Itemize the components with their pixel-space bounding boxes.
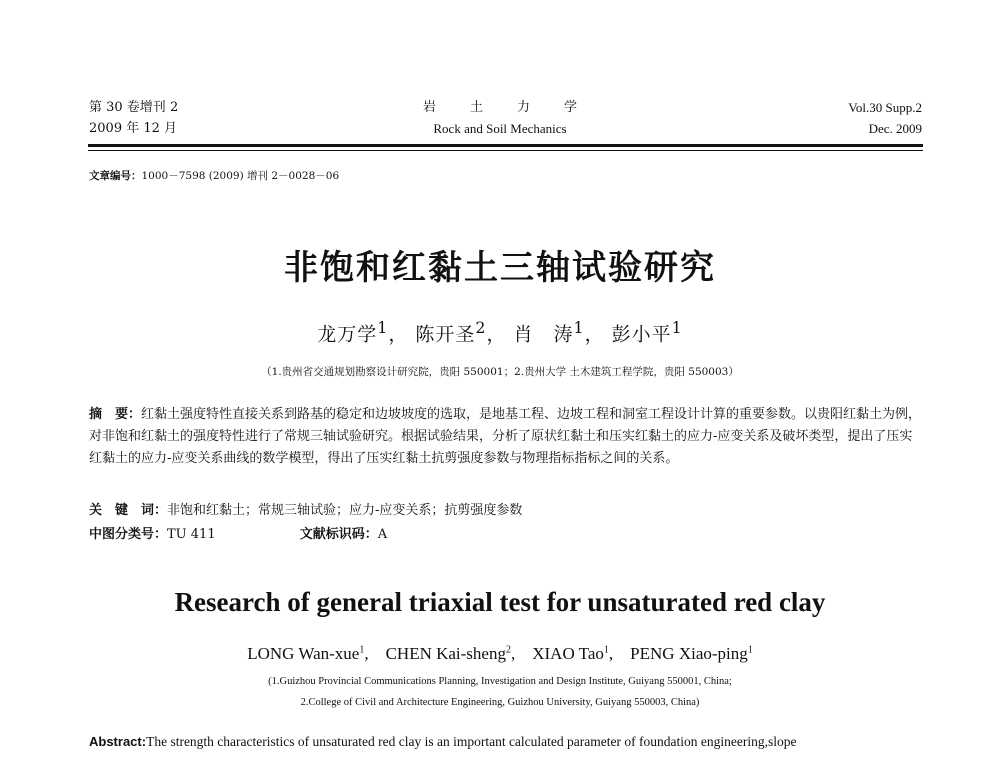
- doc-code-value: A: [377, 527, 388, 542]
- author-cn: 龙万学: [317, 323, 378, 346]
- author-cn: 陈开圣: [415, 323, 476, 346]
- authors-en: LONG Wan-xue$^1$, CHEN Kai-sheng$^2$, XIAO Tao$^1$, PENG Xiao-ping$^1$: [247, 644, 753, 663]
- author-affil-mark: 1: [603, 644, 609, 656]
- author-cn: 肖 涛: [513, 323, 574, 346]
- classification-line: [89, 524, 387, 546]
- author-en: LONG Wan-xue: [247, 644, 360, 663]
- doc-code-label: 文献标识码：: [299, 527, 378, 542]
- keywords-cn-label: 关 键 词：: [89, 503, 168, 518]
- author-affil-mark: 1: [377, 318, 389, 337]
- author-affil-mark: 1: [671, 318, 683, 337]
- journal-name: [380, 97, 620, 139]
- affiliation-cn: （1.贵州省交通规划勘察设计研究院，贵阳 550001；2.贵州大学 土木建筑工程学院，贵阳 550003）: [261, 366, 739, 378]
- article-number-label: 文章编号：: [89, 170, 142, 182]
- author-en: XIAO Tao: [532, 644, 604, 663]
- abstract-cn: [89, 404, 925, 470]
- authors-cn: 龙万学$^1$， 陈开圣$^2$， 肖 涛$^1$， 彭小平$^1$: [317, 318, 683, 346]
- author-affil-mark: 1: [359, 644, 365, 656]
- author-en: CHEN Kai-sheng: [385, 644, 506, 663]
- abstract-en-label: Abstract:: [89, 734, 147, 749]
- publication-date: 2009 年 12 月: [89, 121, 178, 136]
- author-en: PENG Xiao-ping: [630, 644, 748, 663]
- publication-date-en: Dec. 2009: [868, 121, 922, 136]
- author-cn: 彭小平: [611, 323, 672, 346]
- page-title-en: Research of general triaxial test for unsaturated red clay: [174, 587, 826, 617]
- author-affil-mark: 1: [573, 318, 585, 337]
- journal-issue-info: [89, 97, 178, 139]
- clc-label: 中图分类号：: [89, 527, 168, 542]
- affiliation-en-line1: (1.Guizhou Provincial Communications Planning, Investigation and Design Institute, Guiyang 550001, China;: [268, 676, 732, 687]
- article-number-value: 1000－7598 (2009) 增刊 2－0028－06: [141, 170, 340, 182]
- abstract-en: [89, 734, 929, 750]
- volume-issue-en: Vol.30 Supp.2: [848, 100, 922, 115]
- affiliation-en: [0, 671, 1000, 713]
- author-affil-mark: 2: [475, 318, 487, 337]
- affiliation-en-line2: 2.College of Civil and Architecture Engineering, Guizhou University, Guiyang 550003, China): [300, 697, 700, 708]
- abstract-en-text: The strength characteristics of unsaturated red clay is an important calculated parameter of foundation engineering,slope: [146, 734, 797, 749]
- page-title-cn: 非饱和红黏土三轴试验研究: [284, 248, 716, 288]
- header-rule-thick: [88, 144, 923, 147]
- journal-name-en: Rock and Soil Mechanics: [433, 121, 567, 136]
- article-number: [89, 168, 339, 183]
- clc-value: TU 411: [167, 527, 216, 542]
- header-rule-thin: [88, 150, 923, 151]
- author-affil-mark: 2: [505, 644, 511, 656]
- abstract-cn-text: 红黏土强度特性直接关系到路基的稳定和边坡坡度的选取，是地基工程、边坡工程和洞室工程设计计算的重要参数。以贵阳红黏土为例，对非饱和红黏土的强度特性进行了常规三轴试验研究。根据试验结果，分析了原状红黏土和压实红黏土的应力-应变关系及破坏类型，提出了压实红黏土的应力-应变关系曲线的数学模型，得出了压实红黏土抗剪强度参数与物理指标指标之间的关系。: [89, 407, 922, 466]
- keywords-cn: [89, 500, 925, 522]
- author-affil-mark: 1: [747, 644, 753, 656]
- journal-volume-en: [848, 97, 922, 139]
- keywords-cn-text: 非饱和红黏土；常规三轴试验；应力-应变关系；抗剪强度参数: [167, 503, 523, 518]
- volume-issue: 第 30 卷增刊 2: [89, 100, 179, 115]
- journal-name-cn: 岩土力学: [422, 100, 611, 115]
- abstract-cn-label: 摘 要：: [89, 407, 142, 422]
